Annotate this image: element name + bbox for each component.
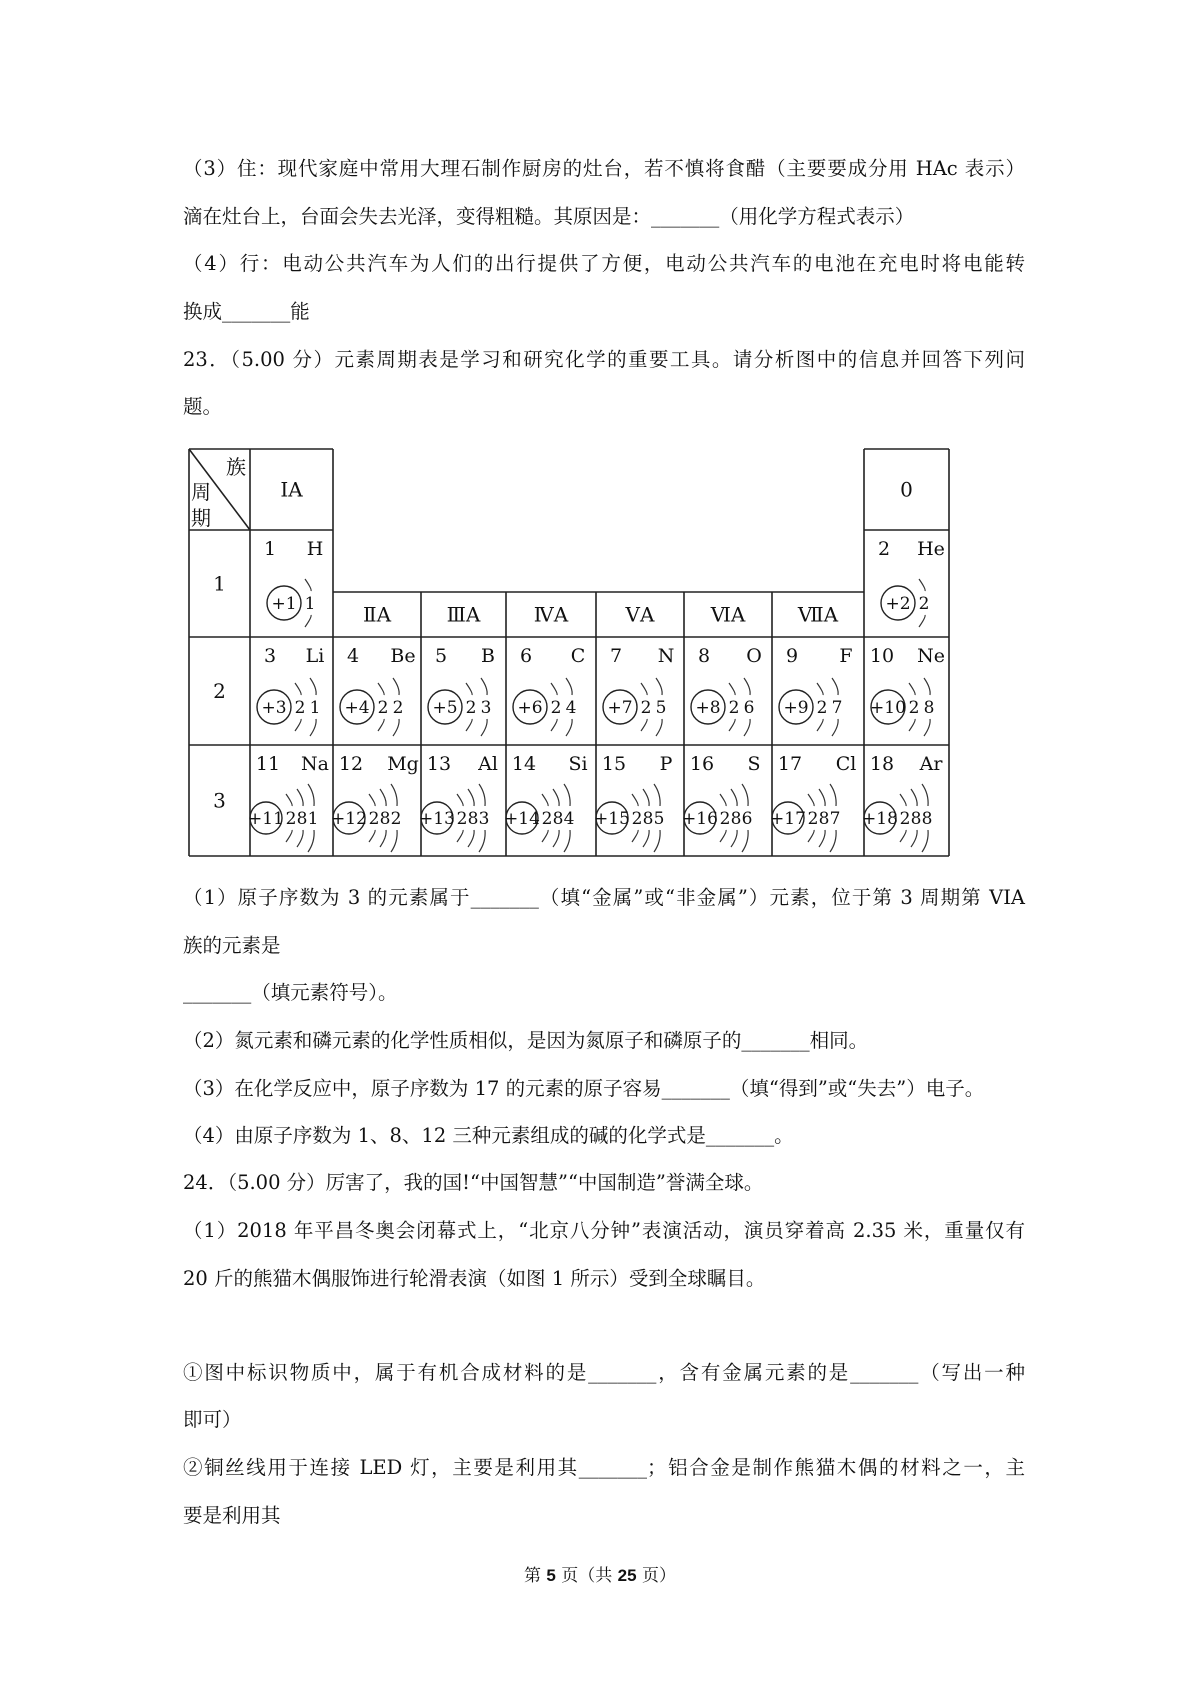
electron-shell-arc	[919, 579, 925, 591]
text-line: 23．（5.00 分）元素周期表是学习和研究化学的重要工具。请分析图中的信息并回答下列问	[183, 348, 1025, 371]
shell-electron-count: 2	[392, 698, 404, 718]
shell-electron-count: 8	[296, 809, 308, 829]
electron-shell-arc	[286, 830, 292, 842]
nuclear-charge: +14	[504, 809, 540, 829]
electron-shell-arc	[924, 678, 930, 695]
electron-shell-arc	[919, 615, 925, 627]
atomic-number: 2	[877, 538, 891, 560]
group-label: 族	[226, 455, 246, 479]
element-symbol: He	[917, 538, 945, 560]
text-line: 族的元素是	[183, 934, 281, 957]
shell-electron-count: 8	[921, 809, 933, 829]
shell-electron-count: 2	[908, 698, 920, 718]
group-header: ⅣA	[533, 602, 569, 627]
atomic-number: 16	[689, 753, 715, 775]
element-symbol: Al	[478, 753, 498, 775]
nuclear-charge: +4	[344, 698, 370, 718]
text-line: （4）由原子序数为 1、8、12 三种元素组成的碱的化学式是_______。	[183, 1124, 794, 1147]
nuclear-charge: +18	[862, 809, 898, 829]
text-line: _______（填元素符号）。	[183, 981, 398, 1004]
nuclear-charge: +7	[607, 698, 633, 718]
shell-electron-count: 8	[923, 698, 935, 718]
electron-shell-arc	[566, 678, 572, 695]
electron-shell-arc	[466, 719, 472, 731]
shell-electron-count: 2	[390, 809, 402, 829]
group-header: ⅤA	[625, 602, 655, 627]
electron-shell-arc	[305, 579, 311, 591]
electron-shell-arc	[391, 784, 397, 806]
period-number: 3	[213, 788, 226, 813]
nuclear-charge: +11	[248, 809, 284, 829]
footer-suffix: 页）	[636, 1566, 676, 1586]
shell-electron-count: 2	[728, 698, 740, 718]
electron-shell-arc	[295, 719, 301, 731]
element-symbol: O	[746, 645, 762, 667]
shell-electron-count: 8	[552, 809, 564, 829]
group-header: ⅠA	[280, 477, 303, 502]
atomic-number: 17	[777, 753, 803, 775]
electron-shell-arc	[457, 794, 463, 806]
group-header: ⅢA	[446, 602, 481, 627]
shell-electron-count: 2	[816, 698, 828, 718]
shell-electron-count: 8	[642, 809, 654, 829]
period-number: 2	[213, 679, 226, 703]
electron-shell-arc	[551, 683, 557, 695]
electron-shell-arc	[729, 719, 735, 731]
shell-electron-count: 2	[294, 698, 306, 718]
shell-electron-count: 2	[550, 698, 562, 718]
shell-electron-count: 6	[743, 698, 755, 718]
text-line: 要是利用其	[183, 1504, 281, 1527]
atomic-number: 15	[601, 753, 627, 775]
shell-electron-count: 4	[565, 698, 577, 718]
atomic-number: 4	[346, 645, 360, 667]
electron-shell-arc	[457, 830, 463, 842]
electron-shell-arc	[378, 719, 384, 731]
electron-shell-arc	[817, 719, 823, 731]
element-symbol: S	[747, 753, 761, 775]
footer-prefix: 第	[523, 1566, 547, 1586]
electron-shell-arc	[468, 830, 474, 847]
electron-shell-arc	[551, 719, 557, 731]
shell-electron-count: 5	[655, 698, 667, 718]
atomic-number: 5	[434, 645, 448, 667]
nuclear-charge: +2	[885, 594, 911, 614]
atomic-number: 13	[426, 753, 452, 775]
atomic-number: 14	[511, 753, 537, 775]
shell-electron-count: 3	[480, 698, 492, 718]
electron-shell-arc	[542, 794, 548, 806]
electron-shell-arc	[286, 794, 292, 806]
electron-shell-arc	[310, 719, 316, 736]
electron-shell-arc	[744, 719, 750, 736]
shell-electron-count: 2	[465, 698, 477, 718]
atomic-number: 6	[519, 645, 533, 667]
nuclear-charge: +1	[271, 594, 297, 614]
text-line: 题。	[183, 395, 223, 418]
electron-shell-arc	[564, 784, 570, 806]
shell-electron-count: 7	[829, 809, 841, 829]
electron-shell-arc	[310, 678, 316, 695]
group-header: ⅦA	[797, 602, 839, 627]
electron-shell-arc	[479, 830, 485, 852]
electron-shell-arc	[656, 719, 662, 736]
text-line: （3）在化学反应中，原子序数为 17 的元素的原子容易_______（填“得到”或“失去”）电子。	[183, 1077, 985, 1100]
shell-electron-count: 2	[918, 594, 930, 614]
shell-electron-count: 2	[456, 809, 468, 829]
electron-shell-arc	[900, 830, 906, 842]
nuclear-charge: +16	[682, 809, 718, 829]
nuclear-charge: +13	[419, 809, 455, 829]
shell-electron-count: 1	[304, 594, 316, 614]
text-line: ②铜丝线用于连接 LED 灯，主要是利用其_______；铝合金是制作熊猫木偶的材料之一，主	[183, 1456, 1025, 1479]
nuclear-charge: +9	[783, 698, 809, 718]
electron-shell-arc	[729, 683, 735, 695]
group-header: 0	[900, 477, 913, 502]
electron-shell-arc	[911, 830, 917, 847]
electron-shell-arc	[380, 830, 386, 847]
electron-shell-arc	[468, 789, 474, 806]
atomic-number: 8	[697, 645, 711, 667]
electron-shell-arc	[308, 784, 314, 806]
electron-shell-arc	[391, 830, 397, 852]
shell-electron-count: 2	[719, 809, 731, 829]
electron-shell-arc	[909, 683, 915, 695]
page-number: 5	[546, 1566, 556, 1585]
element-symbol: Si	[568, 753, 588, 775]
text-line: 即可）	[183, 1408, 242, 1431]
element-symbol: Be	[390, 645, 416, 667]
shell-electron-count: 5	[653, 809, 665, 829]
element-symbol: Na	[301, 753, 329, 775]
shell-electron-count: 2	[807, 809, 819, 829]
electron-shell-arc	[553, 789, 559, 806]
electron-shell-arc	[643, 830, 649, 847]
shell-electron-count: 2	[368, 809, 380, 829]
electron-shell-arc	[656, 678, 662, 695]
electron-shell-arc	[643, 789, 649, 806]
electron-shell-arc	[808, 794, 814, 806]
group-header: ⅡA	[362, 602, 392, 627]
shell-electron-count: 1	[309, 698, 321, 718]
electron-shell-arc	[808, 830, 814, 842]
text-line: （4）行：电动公共汽车为人们的出行提供了方便，电动公共汽车的电池在充电时将电能转	[183, 252, 1025, 275]
page-total: 25	[617, 1566, 637, 1585]
element-symbol: Ne	[917, 645, 945, 667]
atomic-number: 1	[263, 538, 277, 560]
electron-shell-arc	[566, 719, 572, 736]
electron-shell-arc	[380, 789, 386, 806]
page-footer	[0, 1561, 1200, 1586]
period-label: 周	[191, 480, 211, 504]
shell-electron-count: 2	[377, 698, 389, 718]
electron-shell-arc	[369, 830, 375, 842]
group-header: ⅥA	[710, 602, 746, 627]
electron-shell-arc	[481, 678, 487, 695]
electron-shell-arc	[308, 830, 314, 852]
atomic-number: 11	[255, 753, 281, 775]
element-symbol: Mg	[387, 753, 419, 775]
shell-electron-count: 8	[910, 809, 922, 829]
nuclear-charge: +6	[517, 698, 543, 718]
shell-electron-count: 4	[563, 809, 575, 829]
shell-electron-count: 6	[741, 809, 753, 829]
shell-electron-count: 8	[818, 809, 830, 829]
nuclear-charge: +12	[331, 809, 367, 829]
atomic-number: 3	[263, 645, 277, 667]
element-symbol: C	[570, 645, 586, 667]
element-symbol: Ar	[919, 753, 943, 775]
shell-electron-count: 2	[640, 698, 652, 718]
electron-shell-arc	[481, 719, 487, 736]
electron-shell-arc	[393, 719, 399, 736]
element-symbol: Li	[305, 645, 325, 667]
text-line: 换成_______能	[183, 300, 310, 323]
nuclear-charge: +5	[432, 698, 458, 718]
electron-shell-arc	[742, 784, 748, 806]
text-line: 滴在灶台上，台面会失去光泽，变得粗糙。其原因是：_______（用化学方程式表示）	[183, 205, 915, 228]
text-line: （1）2018 年平昌冬奥会闭幕式上，“北京八分钟”表演活动，演员穿着高 2.35 米，重量仅有	[183, 1219, 1025, 1242]
electron-shell-arc	[542, 830, 548, 842]
electron-shell-arc	[378, 683, 384, 695]
shell-electron-count: 8	[467, 809, 479, 829]
atomic-number: 10	[869, 645, 895, 667]
electron-shell-arc	[830, 830, 836, 852]
footer-middle: 页（共	[555, 1566, 618, 1586]
text-line: （2）氮元素和磷元素的化学性质相似，是因为氮原子和磷原子的_______相同。	[183, 1029, 869, 1052]
electron-shell-arc	[720, 794, 726, 806]
element-symbol: Cl	[835, 753, 857, 775]
nuclear-charge: +17	[770, 809, 806, 829]
element-symbol: F	[839, 645, 853, 667]
electron-shell-arc	[731, 789, 737, 806]
shell-electron-count: 2	[899, 809, 911, 829]
text-line: （1）原子序数为 3 的元素属于_______（填“金属”或“非金属”）元素，位于第 3 周期第 VIA	[183, 886, 1025, 909]
element-symbol: H	[306, 538, 324, 560]
electron-shell-arc	[832, 678, 838, 695]
shell-electron-count: 7	[831, 698, 843, 718]
electron-shell-arc	[369, 794, 375, 806]
nuclear-charge: +8	[695, 698, 721, 718]
element-symbol: B	[481, 645, 495, 667]
electron-shell-arc	[922, 784, 928, 806]
electron-shell-arc	[393, 678, 399, 695]
electron-shell-arc	[817, 683, 823, 695]
text-line: 24．（5.00 分）厉害了，我的国!“中国智慧”“中国制造”誉满全球。	[183, 1171, 764, 1194]
atomic-number: 9	[785, 645, 799, 667]
electron-shell-arc	[553, 830, 559, 847]
electron-shell-arc	[742, 830, 748, 852]
electron-shell-arc	[911, 789, 917, 806]
electron-shell-arc	[654, 784, 660, 806]
electron-shell-arc	[819, 789, 825, 806]
element-symbol: P	[659, 753, 673, 775]
electron-shell-arc	[720, 830, 726, 842]
electron-shell-arc	[819, 830, 825, 847]
text-line: 20 斤的熊猫木偶服饰进行轮滑表演（如图 1 所示）受到全球瞩目。	[183, 1267, 766, 1290]
electron-shell-arc	[641, 719, 647, 731]
atomic-number: 12	[338, 753, 364, 775]
electron-shell-arc	[295, 683, 301, 695]
electron-shell-arc	[654, 830, 660, 852]
electron-shell-arc	[641, 683, 647, 695]
shell-electron-count: 2	[285, 809, 297, 829]
nuclear-charge: +10	[870, 698, 906, 718]
shell-electron-count: 8	[730, 809, 742, 829]
electron-shell-arc	[305, 615, 311, 627]
text-line: （3）住：现代家庭中常用大理石制作厨房的灶台，若不慎将食醋（主要要成分用 HAc 表示）	[183, 157, 1025, 180]
electron-shell-arc	[632, 830, 638, 842]
shell-electron-count: 3	[478, 809, 490, 829]
shell-electron-count: 2	[631, 809, 643, 829]
electron-shell-arc	[744, 678, 750, 695]
element-symbol: N	[657, 645, 675, 667]
period-label: 期	[191, 506, 211, 530]
electron-shell-arc	[297, 789, 303, 806]
electron-shell-arc	[900, 794, 906, 806]
electron-shell-arc	[924, 719, 930, 736]
electron-shell-arc	[466, 683, 472, 695]
electron-shell-arc	[632, 794, 638, 806]
shell-electron-count: 8	[379, 809, 391, 829]
electron-shell-arc	[909, 719, 915, 731]
electron-shell-arc	[479, 784, 485, 806]
nuclear-charge: +3	[261, 698, 287, 718]
electron-shell-arc	[297, 830, 303, 847]
electron-shell-arc	[731, 830, 737, 847]
text-line: ①图中标识物质中，属于有机合成材料的是_______，含有金属元素的是_______（写出一种	[183, 1361, 1025, 1384]
electron-shell-arc	[564, 830, 570, 852]
period-number: 1	[213, 571, 226, 596]
nuclear-charge: +15	[594, 809, 630, 829]
electron-shell-arc	[832, 719, 838, 736]
atomic-number: 18	[869, 753, 895, 775]
atomic-number: 7	[609, 645, 623, 667]
shell-electron-count: 1	[307, 809, 319, 829]
electron-shell-arc	[922, 830, 928, 852]
shell-electron-count: 2	[541, 809, 553, 829]
electron-shell-arc	[830, 784, 836, 806]
